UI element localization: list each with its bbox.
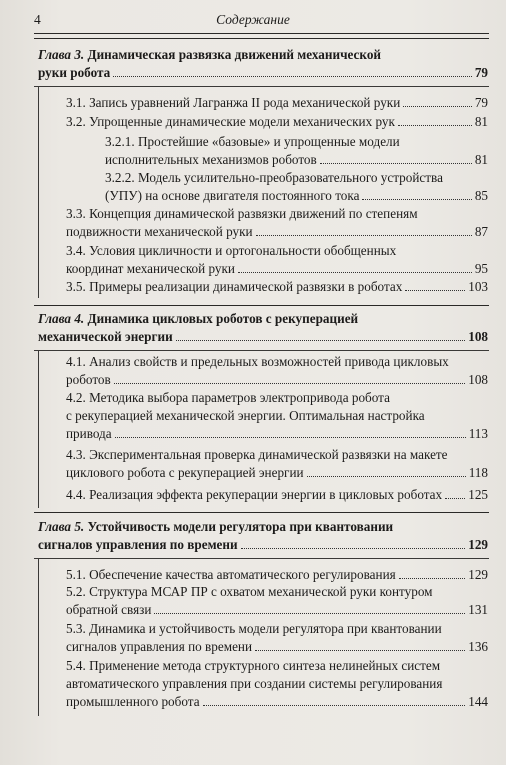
toc-entry-text: 5.3. Динамика и устойчивость модели регулятора при квантовании [66,621,442,636]
toc-entry-text: привода [66,426,112,441]
toc-page-number: 81 [474,114,488,129]
toc-entry-line [66,425,488,443]
toc-entry-line [66,94,488,112]
toc-entry-text: 3.2.1. Простейшие «базовые» и упрощенные модели [105,134,400,149]
chapter-page-number: 108 [468,329,488,344]
toc-entry-line [66,693,488,711]
running-title: Содержание [216,12,290,27]
toc-entry-text: роботов [66,372,111,387]
toc-entry-text: координат механической руки [66,261,235,276]
leader-dots [398,125,472,126]
toc-page-number: 103 [468,279,488,294]
leader-dots [320,163,472,164]
toc-entry-text: 4.3. Экспериментальная проверка динамической развязки на макете [66,447,448,462]
toc-entry-line [66,371,488,389]
leader-dots [238,272,472,273]
toc-page-number: 87 [474,224,488,239]
toc-entry[interactable] [66,278,488,296]
leader-dots [154,613,465,614]
toc-entry-line [66,407,488,425]
chapter-heading[interactable] [38,310,488,346]
chapter-title-line [38,518,488,536]
toc-entry[interactable] [66,446,488,482]
toc-entry-text: 3.3. Концепция динамической развязки движений по степеням [66,206,418,221]
toc-entry-line [66,657,488,675]
toc-entry-line [66,583,488,601]
chapter-title-line [38,310,488,328]
toc-entry-text: 4.1. Анализ свойств и предельных возможностей привода цикловых [66,354,449,369]
leader-dots [256,235,472,236]
toc-entry-line [105,169,488,187]
toc-entry-line [66,601,488,619]
toc-entry-text: подвижности механической руки [66,224,253,239]
toc-entry[interactable] [66,620,488,656]
toc-entry-line [66,278,488,296]
toc-entry-line [66,260,488,278]
toc-page-number: 85 [474,188,488,203]
toc-entry-text: исполнительных механизмов роботов [105,152,317,167]
toc-entry-line [66,675,488,693]
chapter-heading[interactable] [38,518,488,554]
toc-entry-text: 3.4. Условия цикличности и ортогональности обобщенных [66,243,397,258]
toc-entry[interactable] [66,242,488,278]
chapter-title-text: Динамическая развязка движений механической [87,47,382,62]
chapter-title-text: Устойчивость модели регулятора при квантовании [87,519,394,534]
chapter-title-text: сигналов управления по времени [38,537,238,552]
toc-entry-text: с рекуперацией механической энергии. Оптимальная настройка [66,408,425,423]
toc-page-number: 113 [468,426,488,441]
toc-page-number: 79 [474,95,488,110]
leader-dots [362,199,471,200]
toc-entry[interactable] [105,133,488,169]
toc-entry-line [66,620,488,638]
toc-entry-text: циклового робота с рекуперацией энергии [66,465,304,480]
section-bracket [38,86,39,298]
leader-dots [399,578,466,579]
toc-entry-text: сигналов управления по времени [66,639,253,654]
chapter-page-number: 129 [468,537,488,552]
chapter-separator [34,38,489,39]
section-rule [34,86,489,87]
section-bracket [38,558,39,716]
chapter-separator [34,305,489,306]
section-rule [34,558,489,559]
toc-entry-text: 5.2. Структура МСАР ПР с охватом механической руки контуром [66,584,433,599]
toc-entry[interactable] [66,583,488,619]
toc-entry[interactable] [66,566,488,584]
toc-entry[interactable] [66,113,488,131]
chapter-title-text: Динамика цикловых роботов с рекуперацией [87,311,359,326]
toc-entry[interactable] [66,353,488,389]
chapter-label: Глава 3. [38,47,88,62]
toc-page-number: 131 [468,602,488,617]
leader-dots [241,548,466,549]
chapter-title-text: руки робота [38,65,111,80]
leader-dots [405,290,465,291]
toc-page-number: 129 [468,567,488,582]
running-header [0,12,506,32]
toc-entry-line [66,242,488,260]
chapter-label: Глава 5. [38,519,88,534]
toc-entry-line [66,389,488,407]
toc-entry[interactable] [66,486,488,504]
leader-dots [445,498,465,499]
leader-dots [255,650,465,651]
chapter-title-text: механической энергии [38,329,173,344]
chapter-title-line [38,328,488,346]
toc-entry[interactable] [66,657,488,711]
chapter-separator [34,512,489,513]
toc-entry[interactable] [66,389,488,443]
toc-entry[interactable] [105,169,488,205]
toc-entry-text: (УПУ) на основе двигателя постоянного тока [105,188,360,203]
toc-entry-text: 4.2. Методика выбора параметров электропривода робота [66,390,390,405]
page-number: 4 [34,12,41,27]
toc-entry-text: 3.1. Запись уравнений Лагранжа II рода механической руки [66,95,401,110]
chapter-title-line [38,46,488,64]
toc-entry-text: 3.5. Примеры реализации динамической развязки в роботах [66,279,403,294]
section-bracket [38,350,39,508]
chapter-heading[interactable] [38,46,488,82]
toc-entry-line [105,187,488,205]
leader-dots [203,705,466,706]
toc-page-number: 95 [474,261,488,276]
toc-page-number: 81 [474,152,488,167]
leader-dots [307,476,466,477]
chapter-title-line [38,536,488,554]
toc-entry-text: промышленного робота [66,694,200,709]
toc-entry-line [105,151,488,169]
leader-dots [113,76,472,77]
leader-dots [176,340,466,341]
leader-dots [114,383,465,384]
toc-entry[interactable] [66,94,488,112]
toc-entry-line [66,566,488,584]
toc-entry-line [66,486,488,504]
toc-page-number: 136 [468,639,488,654]
toc-entry-text: 5.4. Применение метода структурного синтеза нелинейных систем [66,658,441,673]
toc-entry-line [66,464,488,482]
header-rule [34,33,489,34]
toc-entry-line [66,638,488,656]
chapter-title-line [38,64,488,82]
toc-page-number: 118 [468,465,488,480]
toc-entry-text: 3.2.2. Модель усилительно-преобразовательного устройства [105,170,443,185]
toc-entry-text: обратной связи [66,602,152,617]
toc-entry-line [66,223,488,241]
toc-page-number: 144 [468,694,488,709]
section-rule [34,350,489,351]
toc-entry-line [66,205,488,223]
leader-dots [403,106,472,107]
toc-entry-text: автоматического управления при создании системы регулирования [66,676,443,691]
toc-entry-text: 5.1. Обеспечение качества автоматического регулирования [66,567,396,582]
toc-page-number: 125 [468,487,488,502]
chapter-page-number: 79 [474,65,488,80]
toc-entry-line [66,113,488,131]
leader-dots [115,437,466,438]
toc-page-number: 108 [468,372,488,387]
toc-entry-line [66,446,488,464]
toc-entry-line [66,353,488,371]
toc-entry-text: 4.4. Реализация эффекта рекуперации энергии в цикловых роботах [66,487,443,502]
chapter-label: Глава 4. [38,311,88,326]
toc-entry-text: 3.2. Упрощенные динамические модели механических рук [66,114,395,129]
toc-entry[interactable] [66,205,488,241]
toc-entry-line [105,133,488,151]
